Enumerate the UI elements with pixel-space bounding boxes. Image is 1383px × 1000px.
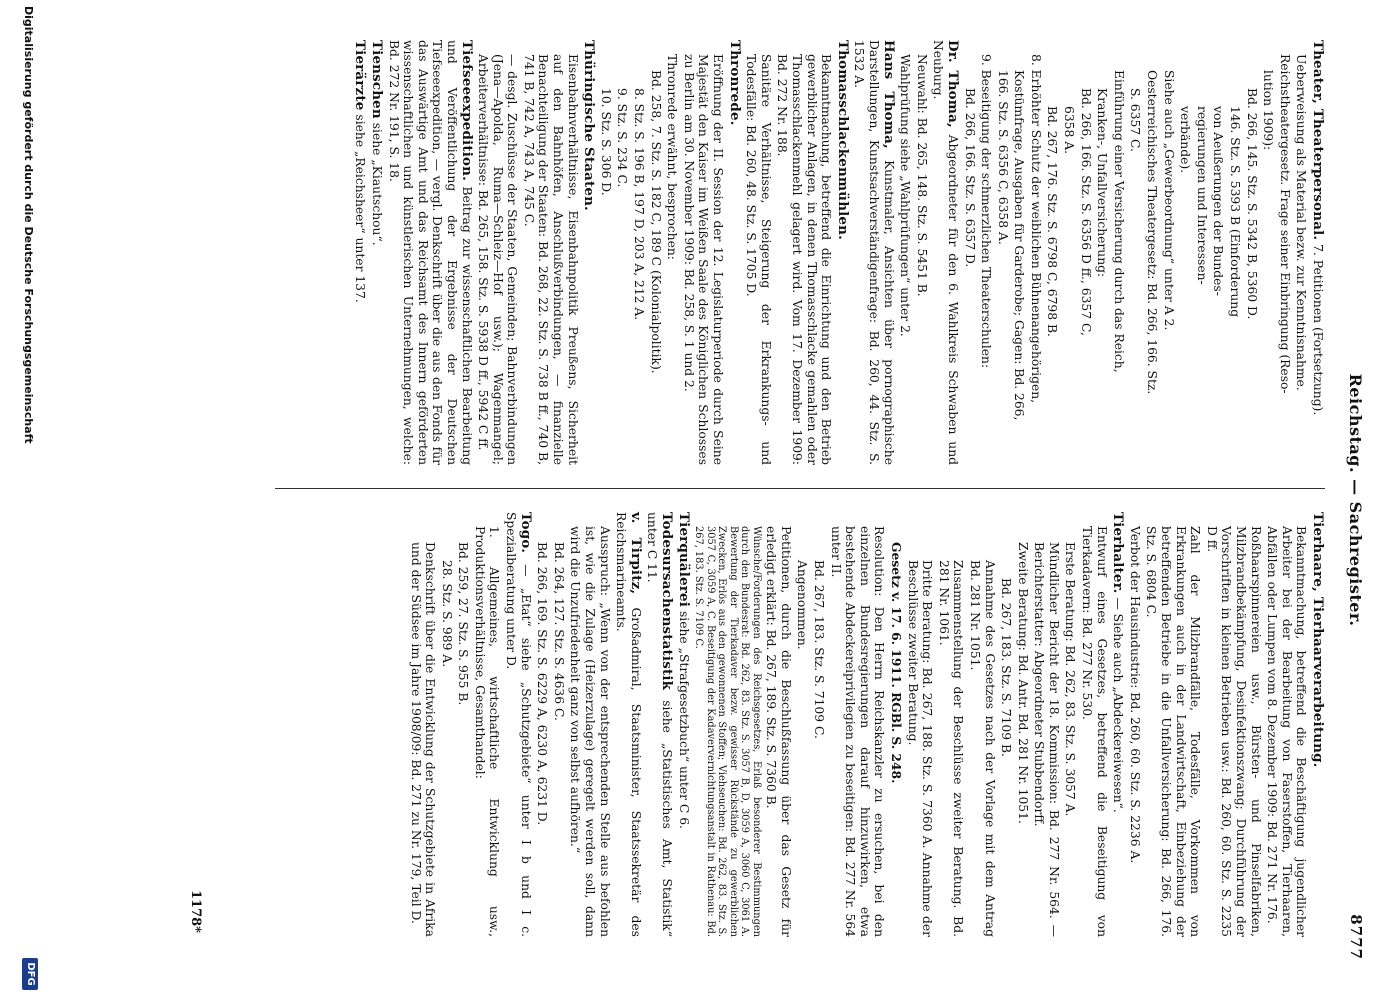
- index-text: — „Etat“ siehe „Schutzgebiete“ unter I b und I c. Spezialberatung unter D.: [504, 512, 533, 937]
- index-entry: [676, 512, 691, 937]
- index-keyword: Tierärzte: [352, 40, 369, 111]
- index-entry: [744, 40, 773, 465]
- index-text: Bd. 266, 145. Stz. S. 5342 B, 5360 D.: [1244, 88, 1259, 320]
- index-entry: [1144, 512, 1202, 937]
- index-entry: [614, 512, 643, 937]
- index-entry: [504, 512, 533, 937]
- index-entry: [962, 40, 977, 465]
- index-entry: [386, 40, 474, 465]
- index-text: siehe „Statistisches Amt, Statistik“ unter C 11.: [645, 512, 675, 937]
- index-text: siehe „Strafgesetzbuch“ unter C 6.: [676, 607, 691, 829]
- index-entry: [472, 512, 501, 937]
- index-text: Kostümfrage, Ausgaben für Garderobe; Gagen: Bd. 266,: [1012, 70, 1027, 421]
- index-entry: [582, 40, 597, 465]
- index-text: 9. Stz. S. 234 C.: [615, 88, 630, 188]
- index-entry: [693, 512, 762, 937]
- index-text: 7. Petitionen (Fortsetzung).: [1311, 240, 1325, 416]
- index-text: verbände).: [1178, 106, 1193, 174]
- index-entry: [551, 512, 566, 937]
- index-entry: [1012, 40, 1027, 465]
- index-entry: [615, 40, 630, 465]
- index-text: Dritte Beratung: Bd. 267, 188. Stz. S. 7360 A. Annahme der Beschlüsse zweiter Beratung.: [905, 560, 935, 937]
- index-entry: [1127, 512, 1142, 937]
- index-entry: [931, 40, 960, 465]
- index-entry: [995, 40, 1010, 465]
- index-text: Eröffnung der II. Session der 12. Legislaturperiode durch Seine Majestät den Kaiser im Weißen Saale des Königlichen Schlosses zu Berlin am 30. November 1909: Bd. 258, S. 1 und 2.: [681, 54, 726, 465]
- digitization-text: Digitalisierung gefördert durch die Deutsche Forschungsgemeinschaft: [22, 6, 35, 444]
- index-entry: [631, 40, 646, 465]
- index-text: Bekanntmachung, betreffend die Einrichtung und den Betrieb gewerblicher Anlagen, in denen Thomasschlacke gemahlen oder Thomasschlackenmehl gelagert wird. Vom 17. Dezember 1909: Bd. 272 Nr. 188.: [775, 54, 834, 465]
- index-entry: [476, 40, 520, 465]
- index-entry: [1111, 40, 1126, 465]
- index-text: 8. Erhöhter Schutz der weiblichen Bühnenangehörigen,: [1028, 54, 1043, 404]
- index-entry: [888, 512, 903, 937]
- index-text: Bd. 267, 176. Stz. S. 6798 C, 6798 B.: [1045, 106, 1060, 337]
- left-column: [351, 40, 1325, 465]
- index-entry: [439, 512, 454, 937]
- index-entry: [1028, 40, 1043, 465]
- index-keyword: v. Tirpitz,: [627, 512, 644, 595]
- index-entry: [905, 512, 934, 937]
- index-entry: [1032, 512, 1061, 937]
- index-entry: [764, 512, 793, 937]
- index-keyword: Tiefseeexpedition.: [458, 40, 475, 181]
- index-text: Roßhaarspinnereien usw., Bürsten- und Pinselfabriken, Milzbrandbekämpfung, Desinfektionszwang; Durchführung der Vorschriften in kleinen Betrieben usw.: Bd. 260, 60. Stz. S. 2235 D ff.: [1204, 526, 1263, 937]
- index-entry: [1045, 40, 1060, 465]
- index-entry: [1194, 40, 1209, 465]
- index-entry: [828, 512, 886, 937]
- index-text: Bd. 259, 27. Stz. S. 955 B.: [456, 542, 471, 706]
- footer-page-number: 1178*: [188, 890, 203, 933]
- index-text: Beitrag zur wissenschaftlichen Bearbeitung und Veröffentlichung der Ergebnisse der Deutschen Tiefseeexpedition, — vergl. Denkschrift über die aus den Fonds für das Auswärtige Amt und das Reichsamt des Innern geförderten wissenschaftlichen und künstlerischen Unternehmungen, welche: Bd. 272 Nr. 191, S. 18.: [386, 40, 474, 465]
- index-text: Petitionen, durch die Beschlußfassung über das Gesetz für erledigt erklärt: Bd. 267, 189. Stz. S. 7360 B.: [764, 526, 793, 937]
- index-text: Bd. 266, 169. Stz. S. 6229 A, 6230 A, 6231 D.: [535, 542, 550, 826]
- index-entry: [898, 40, 913, 465]
- index-text: Bd. 267, 183. Stz. S. 7109 C.: [812, 560, 826, 739]
- index-text: Wahlprüfung siehe „Wahlprüfungen“ unter 2.: [898, 54, 913, 337]
- index-keyword: Thronrede.: [726, 40, 743, 126]
- index-text: Verbot der Hausindustrie: Bd. 260, 60. Stz. S. 2236 A.: [1127, 526, 1142, 864]
- index-text: Oesterreichisches Theatergesetz: Bd. 266, 166. Stz.: [1145, 70, 1160, 395]
- index-entry: [936, 512, 965, 937]
- digitization-notice: [13, 0, 43, 1000]
- index-keyword: Dr. Thoma,: [944, 40, 961, 128]
- index-text: 146. Stz. S. 5393 B (Einforderung: [1228, 106, 1243, 318]
- index-keyword: Thomasschlackenmühlen.: [834, 40, 851, 240]
- index-text: Annahme des Gesetzes nach der Vorlage mit dem Antrag Bd. 281 Nr. 1051.: [967, 560, 997, 937]
- index-entry: [648, 40, 663, 465]
- index-text: Abgeordneter für den 6. Wahlkreis Schwaben und Neuburg.: [931, 40, 960, 465]
- index-text: Entwurf eines Gesetzes, betreffend die Beseitigung von Tierkadavern: Bd. 277 Nr. 530.: [1080, 526, 1109, 937]
- index-text: S. 6357 C.: [1128, 88, 1143, 152]
- index-entry: [795, 512, 810, 937]
- index-entry: [775, 40, 833, 465]
- index-entry: [408, 512, 437, 937]
- index-entry: [353, 40, 368, 465]
- index-text: Reichstheatergesetz. Frage seiner Einbringung (Reso-: [1277, 54, 1292, 394]
- right-column: [406, 512, 1325, 937]
- index-entry: [1178, 40, 1193, 465]
- index-entry: [369, 40, 384, 465]
- index-entry: [811, 512, 826, 937]
- index-text: 166. Stz. S. 6356 C, 6358 A.: [995, 70, 1010, 245]
- index-text: Kunstmaler, Ansichten über pornographische Darstellungen, Kunstsachverständigenfrage: Bd. 260, 44. Stz. S. 1532 A.: [852, 40, 896, 465]
- index-text: lution 1909):: [1261, 70, 1276, 151]
- index-keyword: Togo.: [517, 512, 534, 554]
- index-text: Neuwahl: Bd. 265, 148. Stz. S. 5451 B.: [914, 54, 929, 297]
- index-text: regierungen und Interessen-: [1194, 106, 1209, 285]
- index-text: Zusammenstellung der Beschlüsse zweiter Beratung. Bd. 281 Nr. 1061.: [936, 560, 966, 937]
- index-keyword: Tierhaare, Tierhaarverarbeitung.: [1310, 512, 1326, 768]
- index-entry: [1227, 40, 1242, 465]
- index-entry: [1161, 40, 1176, 465]
- index-entry: [1277, 40, 1292, 465]
- index-entry: [1080, 512, 1109, 937]
- index-text: Resolution: Den Herrn Reichskanzler zu ersuchen, bei den einzelnen Bundesregierungen darauf hinzuwirken, etwa bestehende Abdeckereiprivilegien zu beseitigen: Bd. 277 Nr. 564 unter II.: [828, 526, 887, 937]
- index-text: Bekanntmachung, betreffend die Beschäftigung jugendlicher Arbeiter bei der Bearbeitung von Faserstoffen, Tierhaaren, Abfällen oder Lumpen vom 8. Dezember 1909: Bd. 271 Nr. 176.: [1265, 526, 1309, 937]
- page-number: 8777: [1347, 914, 1365, 960]
- index-text: Erste Beratung: Bd. 262, 83. Stz. S. 3057 A.: [1063, 542, 1078, 817]
- index-keyword: Tierquälerei: [675, 512, 692, 608]
- index-entry: [456, 512, 471, 937]
- index-text: Bd. 266, 166. Stz. S. 6356 D ff., 6357 C,: [1078, 88, 1093, 336]
- index-entry: [598, 40, 613, 465]
- index-entry: [967, 512, 996, 937]
- index-text: 6358 A.: [1062, 106, 1077, 154]
- index-entry: [1078, 40, 1093, 465]
- index-entry: [1244, 40, 1259, 465]
- index-text: Angenommen.: [795, 560, 810, 650]
- page-title: Reichstag. — Sachregister.: [1346, 373, 1365, 627]
- running-head: [1335, 40, 1365, 960]
- index-text: Bd. 266, 166. Stz. S. 6357 D.: [962, 88, 977, 268]
- index-entry: [1310, 40, 1325, 465]
- index-entry: [999, 512, 1014, 937]
- index-text: 9. Beseitigung der schmerzlichen Theaterschulen:: [979, 54, 994, 369]
- index-text: Siehe auch „Gewerbeordnung“ unter A 2.: [1161, 70, 1176, 331]
- index-entry: [727, 40, 742, 465]
- index-text: Bd. 258, 7. Stz. S. 182 C, 189 C (Kolonialpolitik).: [648, 70, 663, 374]
- index-entry: [568, 512, 612, 937]
- index-keyword: Tienschen: [368, 40, 385, 119]
- index-text: Großadmiral, Staatsminister, Staatssekretär des Reichsmarineamts.: [614, 512, 643, 937]
- index-text: — Siehe auch „Abdeckereiwesen“.: [1111, 593, 1126, 813]
- index-text: Gesetz v. 17. 6. 1911. RGBl. S. 248.: [888, 542, 904, 784]
- index-text: siehe „Kiautschou“.: [369, 118, 384, 246]
- column-divider: [275, 488, 1325, 489]
- index-text: Ausspruch: „Wenn von der entsprechenden Stelle aus befohlen ist, wie die Zulage (Heizerzulage) geregelt werden soll, dann wird die Unzufriedenheit ganz von selbst aufhören.“: [568, 526, 612, 937]
- index-keyword: Theater, Theaterpersonal.: [1310, 40, 1326, 241]
- index-entry: [1095, 40, 1110, 465]
- index-text: siehe „Reichsheer“ unter 137.: [353, 110, 368, 303]
- index-text: 28. Stz. S. 989 A.: [439, 560, 454, 668]
- index-keyword: Hans Thoma,: [880, 40, 897, 149]
- index-entry: [645, 512, 674, 937]
- index-keyword: Tierhalter.: [1110, 512, 1127, 594]
- index-text: 10. Stz. S. 306 D.: [598, 88, 613, 196]
- index-entry: [1111, 512, 1126, 937]
- dfg-logo-icon: DFG: [22, 958, 38, 990]
- index-entry: [835, 40, 850, 465]
- index-text: von Aeußerungen der Bundes-: [1211, 106, 1226, 296]
- index-text: Sanitäre Verhältnisse, Steigerung der Erkrankungs- und Todesfälle: Bd. 260, 48. Stz. S. 1705 D.: [744, 54, 773, 465]
- index-text: Eisenbahnverhältnisse, Eisenbahnpolitik Preußens, Sicherheit auf den Bahnhöfen, Anschlußverbindungen, — finanzielle Benachteiligung der Staaten: Bd. 268, 22. Stz. S. 738 B ff., 740 B, 741 B, 742 A, 743 A, 745 C.: [521, 54, 580, 465]
- index-entry: [1294, 40, 1309, 465]
- index-entry: [1144, 40, 1159, 465]
- index-text: Bd. 264, 127. Stz. S. 4636 C.: [551, 542, 566, 721]
- index-text: 8. Stz. S. 196 B, 197 D, 203 A, 212 A.: [632, 88, 647, 321]
- index-text: Bd. 267, 183. Stz. S. 7109 B.: [999, 578, 1014, 757]
- index-entry: [1261, 40, 1276, 465]
- index-text: Kranken-, Unfallversicherung:: [1095, 88, 1110, 278]
- index-entry: [665, 40, 680, 465]
- index-entry: [1015, 512, 1030, 937]
- index-entry: [1204, 512, 1262, 937]
- index-entry: [681, 40, 725, 465]
- index-text: Thronrede erwähnt, besprochen:: [665, 54, 680, 260]
- index-entry: [1310, 512, 1325, 937]
- index-entry: [852, 40, 896, 465]
- index-entry: [1211, 40, 1226, 465]
- index-entry: [521, 40, 579, 465]
- index-text: Zahl der Milzbrandfälle, Todesfälle, Vorkommen von Erkrankungen auch in der Landwirtschaft, Einbeziehung der betreffenden Betriebe in die Unfallversicherung: Bd. 266, 176. Stz. S. 6804 C.: [1144, 526, 1203, 937]
- index-text: Mündlicher Bericht der 18. Kommission: Bd. 277 Nr. 564. — Berichterstatter: Abgeordneter Stubbendorff.: [1032, 542, 1061, 937]
- index-text: Einführung einer Versicherung durch das Reich,: [1111, 70, 1126, 373]
- index-entry: [1063, 512, 1078, 937]
- index-text: Zweite Beratung: Bd. Antr. Bd. 281 Nr. 1051.: [1015, 542, 1030, 824]
- index-text: Denkschrift über die Entwicklung der Schutzgebiete in Afrika und der Südsee im Jahre 1908/09: Bd. 271 zu Nr. 179, Teil D.: [408, 542, 438, 937]
- index-entry: [1265, 512, 1309, 937]
- index-entry: [1128, 40, 1143, 465]
- index-keyword: Todesursachenstatistik: [659, 512, 676, 691]
- index-text: 1. Allgemeines, wirtschaftliche Entwicklung usw., Produktionsverhältnisse, Gesamthandel:: [472, 526, 502, 937]
- index-entry: [1062, 40, 1077, 465]
- index-text: Wünsche/Forderungen des Reichsgesetzes, Erlaß besonderer Bestimmungen durch den Bundesrat: Bd. 262, 83. Stz. S. 3057 B, D, 3059 A, 3060 C, 3061 A. Bewertung der Tierkadaver bezw. gewisser Rückstände zu gewerblichen Zwecken, Erlös aus den gewonnenen Stoffen; Viehseuchen: Bd. 262, 83. Stz. S. 3057 C, 3059 A, C. Beseitigung der Kadaververnichtungsanstalt in Rathenau: Bd. 267, 183. Stz. S. 7109 C.: [693, 526, 762, 937]
- index-keyword: Thüringische Staaten.: [581, 40, 598, 211]
- index-text: Ueberweisung als Material bezw. zur Kenntnisnahme.: [1294, 54, 1309, 391]
- index-entry: [914, 40, 929, 465]
- index-entry: [535, 512, 550, 937]
- index-entry: [979, 40, 994, 465]
- index-text: — desgl. Zuschüsse der Staaten, Gemeinden; Bahnverbindungen (Jena—Apolda, Ruma—Schleiz—Hof usw.); Wagenmangel; Arbeiterverhältnisse: Bd. 265, 158. Stz. S. 5938 D ff., 5942 C ff.: [476, 54, 520, 465]
